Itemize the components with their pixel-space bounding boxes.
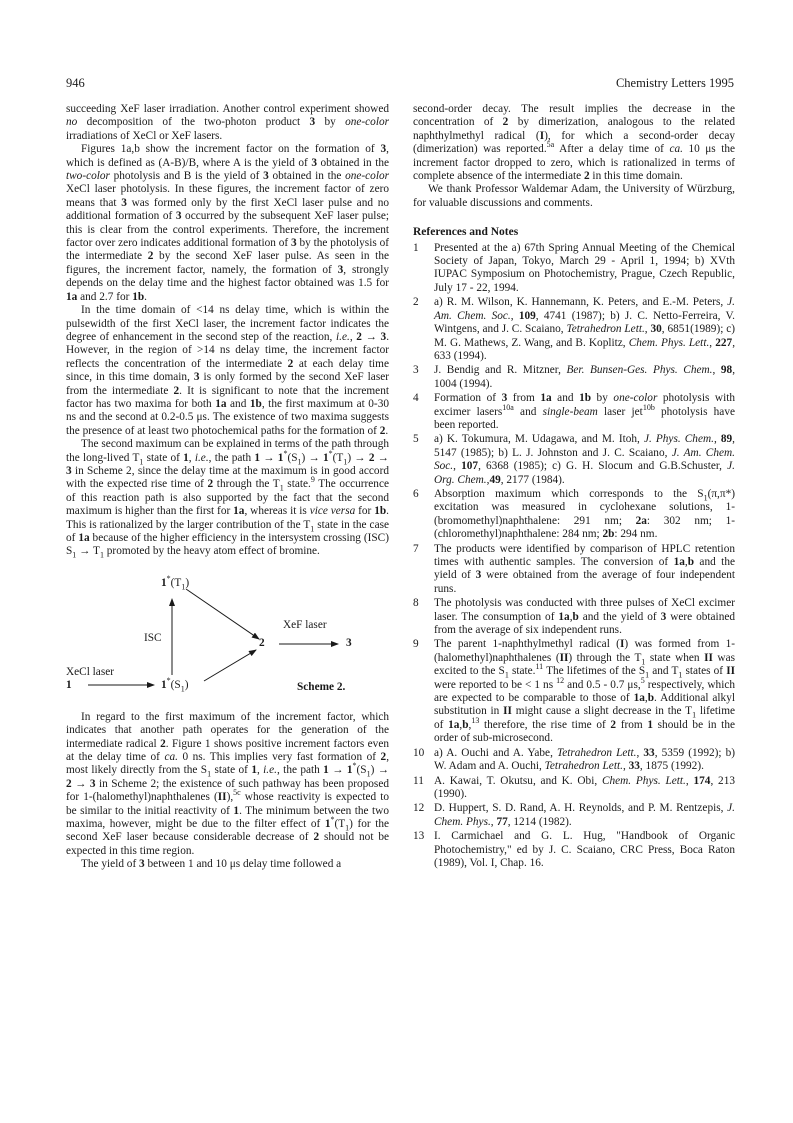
page-number: 946 bbox=[66, 76, 85, 90]
body-paragraph: Figures 1a,b show the increment factor on the formation of 3, which is defined as (A-B)/B, where A is the yield of 3 obtained in the two-color photolysis and B is the yield of 3 obtained in the one-color XeCl laser photolysis. In these figures, the increment factor of zero means that 3 was formed only by the first XeCl laser pulse and no additional formation of 3 occurred by the subsequent XeF laser pulse; this is clear from the control experiments. Therefore, the increment factor over zero indicates additional formation of 3 by the photolysis of the intermediate 2 by the second XeF laser pulse. As seen in the figures, the increment factor, namely, the formation of 3, strongly depends on the delay time and the highest factor obtained was 1.5 for 1a and 2.7 for 1b. bbox=[66, 143, 390, 303]
references-list bbox=[413, 242, 735, 871]
t1-to-2-arrow bbox=[186, 589, 259, 639]
scheme-xef-label: XeF laser bbox=[283, 618, 327, 631]
reference-item: 8 The photolysis was conducted with three pulses of XeCl excimer laser. The consumption of 1a,b and the yield of 3 were obtained from the average of six independent runs. bbox=[413, 597, 735, 637]
scheme-isc-label: ISC bbox=[144, 631, 162, 644]
reference-item: 1 Presented at the a) 67th Spring Annual Meeting of the Chemical Society of Japan, Tokyo, March 29 - April 1, 1994; b) XVth IUPAC Symposium on Photochemistry, Prague, Czech Republic, July 17 - 22, 1994. bbox=[413, 241, 735, 294]
scheme-node-s1: $1^*(S_1)$ bbox=[161, 676, 189, 694]
scheme-xecl-label: XeCl laser bbox=[66, 665, 114, 678]
scheme-2 bbox=[66, 574, 389, 695]
reference-item: 2 a) R. M. Wilson, K. Hannemann, K. Peters, and E.-M. Peters, J. Am. Chem. Soc., 109, 4741 (1987); b) J. C. Netto-Ferreira, V. Wintgens, and J. C. Scaiano, Tetrahedron Lett., 30, 6851(1989); c) M. G. Mathews, Z. Wang, and B. Koplitz, Chem. Phys. Lett., 227, 633 (1994). bbox=[413, 296, 736, 362]
body-paragraph: In the time domain of <14 ns delay time, which is within the pulsewidth of the first XeCl laser, the increment factor indicates the degree of enhancement in the second step of the reaction, i.e., 2 → 3. However, in the region of >14 ns delay time, the increment factor reflects the concentration of the intermediate 2 at each delay time since, in this time domain, 3 is only formed by the second XeF laser from the intermediate 2. It is significant to note that the increment factor has two maxima for both 1a and 1b, the first maximum at 0-30 ns and the second at 0.2-0.5 μs. The existence of two maxima suggests the presence of at least two photochemical paths for the formation of 2. bbox=[66, 304, 390, 437]
reference-item: 7 The products were identified by comparison of HPLC retention times with authentic samples. The conversion of 1a,b and the yield of 3 were obtained from the average of four independent runs. bbox=[413, 542, 735, 595]
journal-title: Chemistry Letters 1995 bbox=[615, 76, 734, 90]
page-header bbox=[66, 76, 734, 92]
body-paragraph: The second maximum can be explained in terms of the path through the long-lived $T_1$ state of 1, i.e., the path $1 \to 1^*(S_1) \to 1^*(T_1) \to 2 \to 3$ in Scheme 2, since the delay time at the maximum is in good accord with the expected rise time of 2 through the $T_1$ state.$^9$ The occurrence of this reaction path is also supported by the fact that the second maximum is higher than the first for 1a, whereas it is vice versa for 1b. This is rationalized by the larger contribution of the $T_1$ state in the case of 1a because of the higher efficiency in the intersystem crossing (ISC) $S_1 \to T_1$ promoted by the heavy atom effect of bromine. bbox=[66, 438, 389, 560]
references-heading: References and Notes bbox=[413, 226, 519, 239]
scheme-node-2: 2 bbox=[259, 636, 265, 649]
reference-item: 4 Formation of 3 from 1a and 1b by one-color photolysis with excimer lasers$^{10a}$ and single-beam laser jet$^{10b}$ photolysis have been reported. bbox=[413, 392, 735, 431]
left-column bbox=[66, 103, 389, 872]
scheme-caption: Scheme 2. bbox=[297, 680, 346, 693]
scheme-node-t1: $1^*(T_1)$ bbox=[161, 574, 190, 592]
body-paragraph: The yield of 3 between 1 and 10 μs delay time followed a bbox=[81, 858, 342, 871]
body-paragraph: second-order decay. The result implies the decrease in the concentration of 2 by dimerization, analogous to the related naphthylmethyl radical (I), for which a second-order decay (dimerization) was reported.$^{5a}$ After a delay time of ca. 10 μs the increment factor dropped to zero, which is rationalized in terms of complete absence of the intermediate 2 in this time domain. bbox=[413, 103, 736, 183]
reference-item: 12 D. Huppert, S. D. Rand, A. H. Reynolds, and P. M. Rentzepis, J. Chem. Phys., 77, 1214 (1982). bbox=[413, 802, 735, 828]
scheme-node-1: 1 bbox=[66, 678, 72, 691]
body-paragraph: In regard to the first maximum of the increment factor, which indicates that another path operates for the generation of the intermediate radical 2. Figure 1 shows positive increment factors even at the delay time of ca. 0 ns. This implies very fast formation of 2, most likely directly from the $S_1$ state of 1, i.e., the path $1 \to 1^*(S_1) \to 2 \to 3$ in Scheme 2; the existence of such pathway has been proposed for 1-(halomethyl)naphthalenes (II),$^{5c}$ whose reactivity is expected to be similar to the initial reactivity of 1. The minimum between the two maxima, however, might be due to the filter effect of $1^*(T_1)$ for the second XeF laser because considerable decrease of 2 should not be expected in this time region. bbox=[66, 710, 390, 857]
right-column bbox=[413, 103, 735, 871]
reference-item: 13 I. Carmichael and G. L. Hug, "Handbook of Organic Photochemistry," ed by J. C. Scaiano, CRC Press, Boca Raton (1989), Vol. I, Chap. 16. bbox=[413, 830, 735, 869]
reference-item: 3 J. Bendig and R. Mitzner, Ber. Bunsen-Ges. Phys. Chem., 98, 1004 (1994). bbox=[413, 364, 736, 390]
reference-item: 6 Absorption maximum which corresponds to the $S_1(\pi,\pi*)$ excitation was measured in cyclohexane solutions, 1-(bromomethyl)naphthalene: 291 nm; 2a: 302 nm; 1-(chloromethyl)naphthalene: 284 nm; 2b: 294 nm. bbox=[413, 487, 735, 541]
body-paragraph: succeeding XeF laser irradiation. Another control experiment showed no decomposition of the two-photon product 3 by one-color irradiations of XeCl or XeF lasers. bbox=[66, 103, 389, 142]
reference-item: 11 A. Kawai, T. Okutsu, and K. Obi, Chem. Phys. Lett., 174, 213 (1990). bbox=[413, 774, 735, 800]
reference-item: 10 a) A. Ouchi and A. Yabe, Tetrahedron Lett., 33, 5359 (1992); b) W. Adam and A. Ouchi, Tetrahedron Lett., 33, 1875 (1992). bbox=[413, 746, 735, 773]
acknowledgment: We thank Professor Waldemar Adam, the University of Würzburg, for valuable discussions and comments. bbox=[413, 183, 735, 209]
reference-item: 5 a) K. Tokumura, M. Udagawa, and M. Itoh, J. Phys. Chem., 89, 5147 (1985); b) L. J. Johnston and J. C. Scaiano, J. Am. Chem. Soc., 107, 6368 (1985); c) G. H. Slocum and G.B.Schuster, J. Org. Chem.,49, 2177 (1984). bbox=[413, 433, 735, 486]
reference-item: 9 The parent 1-naphthylmethyl radical (I) was formed from 1-(halomethyl)naphthalenes (II) through the $T_1$ state when II was excited to the $S_1$ state.$^{11}$ The lifetimes of the $S_1$ and $T_1$ states of II were reported to be < 1 ns $^{12}$ and 0.5 - 0.7 μs,$^5$ respectively, which are expected to be comparable to those of 1a,b. Additional alkyl substitution in II might cause a slight decrease in the $T_1$ lifetime of 1a,b,$^{13}$ therefore, the rise time of 2 from 1 should be in the order of sub-microsecond. bbox=[413, 638, 735, 745]
scheme-arrows bbox=[66, 574, 389, 695]
scheme-node-3: 3 bbox=[346, 636, 352, 649]
s1-to-2-arrow bbox=[204, 650, 256, 681]
